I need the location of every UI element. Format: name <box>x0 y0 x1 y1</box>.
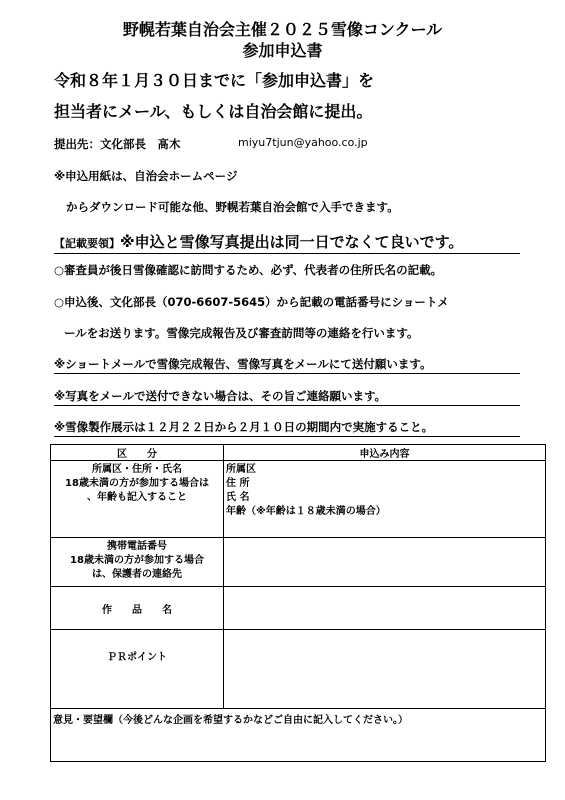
pr-point-label: ＰＲポイント <box>51 630 224 709</box>
field-age: 年齢（※年齢は１８歳未満の場合） <box>226 506 386 517</box>
email-address[interactable]: miyu7tjun@yahoo.co.jp <box>238 136 368 149</box>
header-content: 申込み内容 <box>224 445 546 461</box>
table-row-pr <box>51 630 546 709</box>
field-district: 所属区 <box>226 464 256 475</box>
application-table <box>50 444 546 762</box>
form-title: 野幌若葉自治会主催２０２５雪像コンクール <box>122 20 443 39</box>
field-name: 氏 名 <box>226 492 250 503</box>
deadline-line-2: 担当者にメール、もしくは自治会館に提出。 <box>54 102 373 121</box>
address-label: 所属区・住所・氏名 18歳未満の方が参加する場合は 、年齢も記入すること <box>51 461 224 538</box>
note-d: ※写真をメールで送付できない場合は、その旨ご連絡願います。 <box>54 388 520 406</box>
deadline-line-1: 令和８年１月３０日までに「参加申込書」を <box>54 71 375 90</box>
work-title-input-cell[interactable] <box>224 587 546 630</box>
notes-tag: 【記載要領】 <box>54 237 120 250</box>
note-b2: ールをお送ります。雪像完成報告及び審査訪問等の連絡を行います。 <box>64 326 419 340</box>
note-e: ※雪像製作展示は１２月２２日から２月１０日の期間内で実施すること。 <box>54 419 520 437</box>
comments-label: 意見・要望欄（今後どんな企画を希望するかなどご自由に記入してください。） <box>53 715 408 726</box>
notes-heading <box>54 231 520 254</box>
note-a: ○審査員が後日雪像確認に訪問するため、必ず、代表者の住所氏名の記載。 <box>54 263 443 277</box>
note-b1: ○申込後、文化部長（070‐6607‐5645）から記載の電話番号にショートメ <box>54 295 449 309</box>
field-address: 住 所 <box>226 478 250 489</box>
phone-label: 携帯電話番号 18歳未満の方が参加する場合 は、保護者の連絡先 <box>51 538 224 587</box>
form-note-2: からダウンロード可能な他、野幌若葉自治会館で入手できます。 <box>66 200 399 214</box>
pr-point-input-cell[interactable] <box>224 630 546 709</box>
comments-cell[interactable] <box>51 709 546 762</box>
address-input-cell[interactable] <box>224 461 546 538</box>
form-subtitle: 参加申込書 <box>242 41 323 60</box>
form-note-1: ※申込用紙は、自治会ホームページ <box>54 169 238 183</box>
note-c: ※ショートメールで雪像完成報告、雪像写真をメールにて送付願います。 <box>54 356 520 374</box>
notes-headline: ※申込と雪像写真提出は同一日でなくて良いです。 <box>120 233 464 251</box>
header-category: 区 分 <box>51 445 224 461</box>
table-row-address <box>51 461 546 538</box>
table-row-title <box>51 587 546 630</box>
phone-input-cell[interactable] <box>224 538 546 587</box>
table-row-comments <box>51 709 546 762</box>
submit-to: 提出先：文化部長 髙木 <box>54 137 181 151</box>
table-header-row <box>51 445 546 461</box>
work-title-label: 作 品 名 <box>51 587 224 630</box>
table-row-phone <box>51 538 546 587</box>
